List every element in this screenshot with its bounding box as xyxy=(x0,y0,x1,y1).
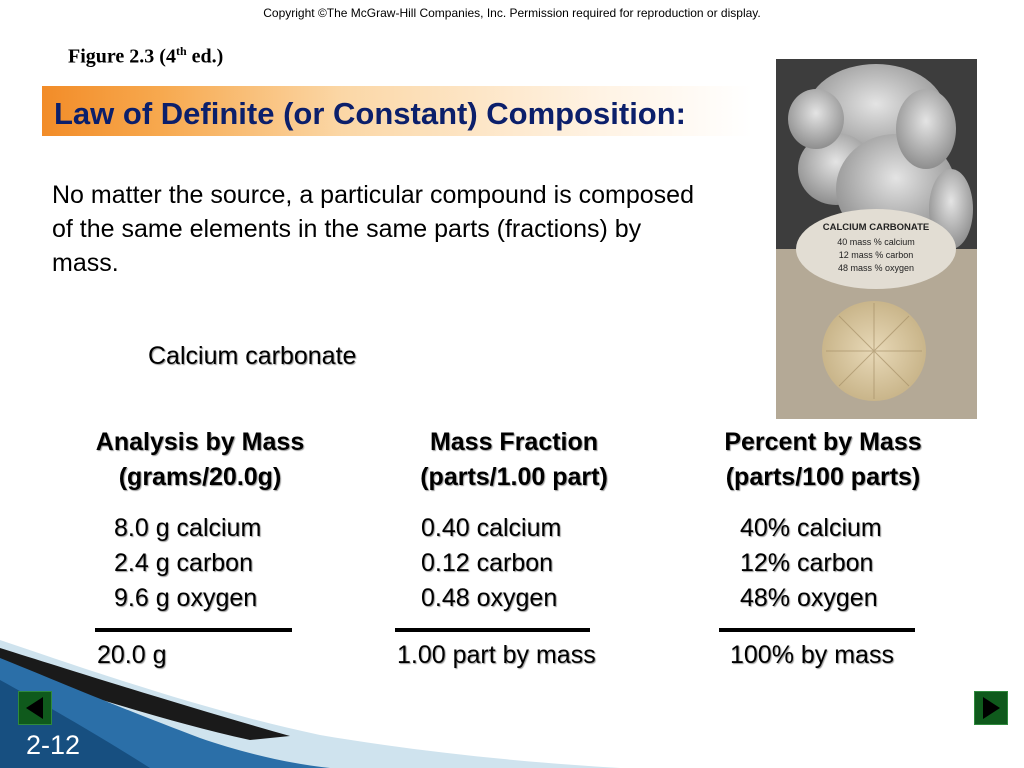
column-total: 100% by mass xyxy=(730,641,894,669)
figure-reference-main: Figure 2.3 (4 xyxy=(68,45,176,68)
sum-rule xyxy=(719,628,915,632)
triangle-right-icon xyxy=(975,692,1007,724)
copyright-notice: Copyright ©The McGraw-Hill Companies, Inc. Permission required for reproduction or display. xyxy=(263,6,761,20)
photo-label-line: 40 mass % calcium xyxy=(837,237,915,247)
column-total: 20.0 g xyxy=(97,641,167,669)
analysis-by-mass-column xyxy=(60,425,340,612)
column-subheader: (parts/1.00 part) xyxy=(420,463,608,491)
composition-row: 12% carbon xyxy=(740,549,874,577)
percent-by-mass-column xyxy=(693,425,953,612)
composition-row: 40% calcium xyxy=(740,514,882,542)
composition-row: 9.6 g oxygen xyxy=(114,584,258,612)
figure-reference-sup: th xyxy=(175,44,187,58)
slide-title: Law of Definite (or Constant) Composition: xyxy=(54,96,687,131)
column-header: Mass Fraction xyxy=(429,428,599,456)
column-total: 1.00 part by mass xyxy=(397,641,596,669)
column-header: Analysis by Mass xyxy=(95,428,305,456)
calcium-carbonate-photo xyxy=(776,59,977,419)
sum-rule xyxy=(95,628,292,632)
composition-row: 48% oxygen xyxy=(740,584,878,612)
composition-row: 2.4 g carbon xyxy=(114,549,253,577)
column-subheader: (grams/20.0g) xyxy=(118,463,282,491)
mass-fraction-column xyxy=(380,425,648,612)
photo-label-line: 12 mass % carbon xyxy=(838,250,914,260)
figure-reference-tail: ed.) xyxy=(186,45,224,68)
previous-slide-button[interactable] xyxy=(18,691,52,725)
sum-rule xyxy=(395,628,590,632)
intro-text: No matter the source, a particular compound is composed of the same elements in the same parts (fractions) by mass. xyxy=(52,181,694,277)
photo-label-title: CALCIUM CARBONATE xyxy=(822,222,930,233)
compound-name: Calcium carbonate xyxy=(148,342,357,370)
photo-label-line: 48 mass % oxygen xyxy=(837,263,915,273)
decorative-swoosh xyxy=(0,640,620,768)
next-slide-button[interactable] xyxy=(974,691,1008,725)
composition-row: 0.48 oxygen xyxy=(421,584,558,612)
column-header: Percent by Mass xyxy=(724,428,922,456)
title-bar xyxy=(42,86,752,136)
slide-number: 2-12 xyxy=(26,730,81,760)
column-subheader: (parts/100 parts) xyxy=(725,463,921,491)
composition-row: 8.0 g calcium xyxy=(114,514,262,542)
triangle-left-icon xyxy=(19,692,51,724)
composition-row: 0.40 calcium xyxy=(421,514,562,542)
composition-row: 0.12 carbon xyxy=(421,549,554,577)
figure-reference xyxy=(68,44,223,69)
